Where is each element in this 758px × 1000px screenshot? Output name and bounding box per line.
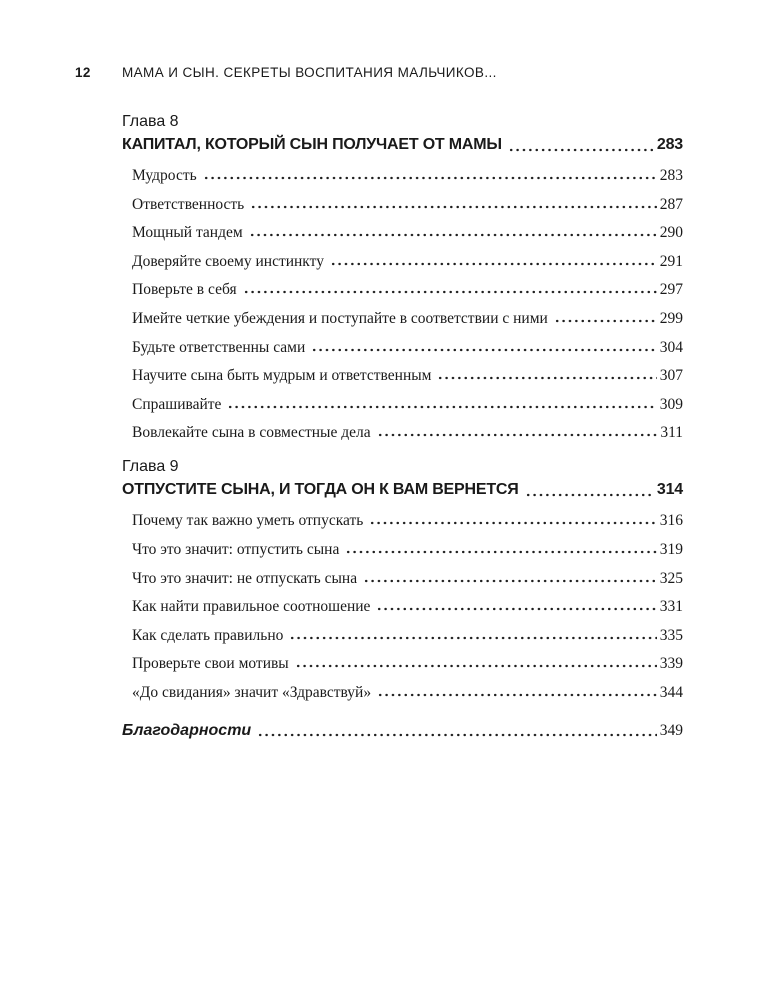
toc-row [132, 655, 683, 673]
running-title: МАМА И СЫН. СЕКРЕТЫ ВОСПИТАНИЯ МАЛЬЧИКОВ... [122, 65, 497, 80]
dot-leader [311, 343, 656, 357]
dot-leader [249, 228, 657, 242]
toc-row [132, 281, 683, 299]
dot-leader [203, 171, 657, 185]
chapter-9-entries [122, 512, 683, 702]
dot-leader [227, 400, 656, 414]
toc-row [132, 253, 683, 271]
chapter-8-entries [122, 167, 683, 442]
toc-entry-page-ref: 309 [659, 395, 683, 413]
page-number: 12 [75, 65, 91, 80]
dot-leader [508, 143, 654, 157]
dot-leader [437, 371, 656, 385]
toc-row [132, 224, 683, 242]
dot-leader [376, 602, 656, 616]
acknowledgements-title: Благодарности [122, 721, 252, 739]
toc-entry-page-ref: 283 [659, 167, 683, 184]
toc-row [132, 512, 683, 530]
dot-leader [363, 574, 657, 588]
toc-row [132, 367, 683, 385]
dot-leader [377, 688, 657, 702]
dot-leader [295, 659, 657, 673]
running-header [75, 64, 683, 82]
toc-entry-page-ref: 304 [659, 338, 683, 356]
toc-entry-page-ref: 319 [659, 540, 683, 558]
toc-row [132, 598, 683, 616]
chapter-page-ref: 283 [656, 136, 683, 153]
acknowledgements-page-ref: 349 [659, 721, 683, 739]
toc-entry-page-ref: 339 [659, 655, 683, 673]
toc-entry-page-ref: 290 [659, 224, 683, 242]
toc-entry-title: Будьте ответственны сами [132, 338, 306, 356]
toc-row-acknowledgements [122, 720, 683, 742]
toc-row [132, 541, 683, 559]
toc-entry-page-ref: 307 [659, 367, 683, 385]
toc-entry-title: Имейте четкие убеждения и поступайте в соответствии с ними [132, 309, 548, 327]
toc-row [132, 339, 683, 357]
toc-entry-page-ref: 299 [659, 309, 683, 327]
toc-entry-title: Как найти правильное соотношение [132, 598, 371, 616]
toc-entry-title: Проверьте свои мотивы [132, 655, 289, 673]
toc-entry-title: Мудрость [132, 167, 197, 184]
chapter-title: ОТПУСТИТЕ СЫНА, И ТОГДА ОН К ВАМ ВЕРНЕТСЯ [122, 481, 519, 499]
dot-leader [243, 285, 657, 299]
chapter-label: Глава 9 [122, 458, 179, 476]
toc-row [132, 167, 683, 185]
dot-leader [369, 516, 656, 530]
toc-row [132, 424, 683, 442]
table-of-contents [122, 111, 683, 742]
toc-row [132, 684, 683, 702]
toc-entry-page-ref: 331 [659, 598, 683, 616]
toc-entry-title: Как сделать правильно [132, 626, 284, 644]
toc-entry-title: Что это значит: не отпускать сына [132, 569, 358, 587]
chapter-8-section [122, 111, 683, 442]
dot-leader [257, 728, 657, 742]
dot-leader [345, 545, 656, 559]
toc-entry-page-ref: 287 [659, 195, 683, 213]
toc-row [132, 627, 683, 645]
toc-row [132, 396, 683, 414]
toc-row [132, 570, 683, 588]
chapter-9-section [122, 456, 683, 702]
toc-entry-title: Что это значит: отпустить сына [132, 540, 340, 558]
toc-entry-page-ref: 335 [659, 626, 683, 644]
dot-leader [250, 200, 657, 214]
toc-entry-page-ref: 291 [659, 252, 683, 270]
toc-row-chapter-title [122, 133, 683, 157]
toc-entry-title: «До свидания» значит «Здравствуй» [132, 683, 372, 701]
toc-entry-page-ref: 311 [660, 424, 683, 442]
dot-leader [377, 428, 658, 442]
toc-entry-page-ref: 325 [659, 569, 683, 587]
toc-entry-title: Вовлекайте сына в совместные дела [132, 424, 371, 442]
toc-entry-page-ref: 297 [659, 281, 683, 299]
dot-leader [330, 257, 657, 271]
toc-entry-title: Спрашивайте [132, 395, 222, 413]
toc-row [132, 196, 683, 214]
chapter-page-ref: 314 [656, 481, 683, 499]
chapter-label: Глава 8 [122, 113, 179, 130]
toc-entry-page-ref: 316 [659, 512, 683, 530]
toc-entry-title: Мощный тандем [132, 224, 243, 242]
toc-row-chapter-title [122, 478, 683, 502]
toc-row [132, 310, 683, 328]
toc-entry-title: Поверьте в себя [132, 281, 237, 299]
chapter-title: КАПИТАЛ, КОТОРЫЙ СЫН ПОЛУЧАЕТ ОТ МАМЫ [122, 136, 502, 153]
toc-entry-title: Почему так важно уметь отпускать [132, 512, 364, 530]
toc-entry-title: Научите сына быть мудрым и ответственным [132, 367, 432, 385]
dot-leader [554, 314, 657, 328]
toc-entry-title: Ответственность [132, 195, 245, 213]
toc-entry-title: Доверяйте своему инстинкту [132, 252, 324, 270]
dot-leader [525, 488, 654, 502]
toc-entry-page-ref: 344 [659, 683, 683, 701]
dot-leader [289, 631, 656, 645]
